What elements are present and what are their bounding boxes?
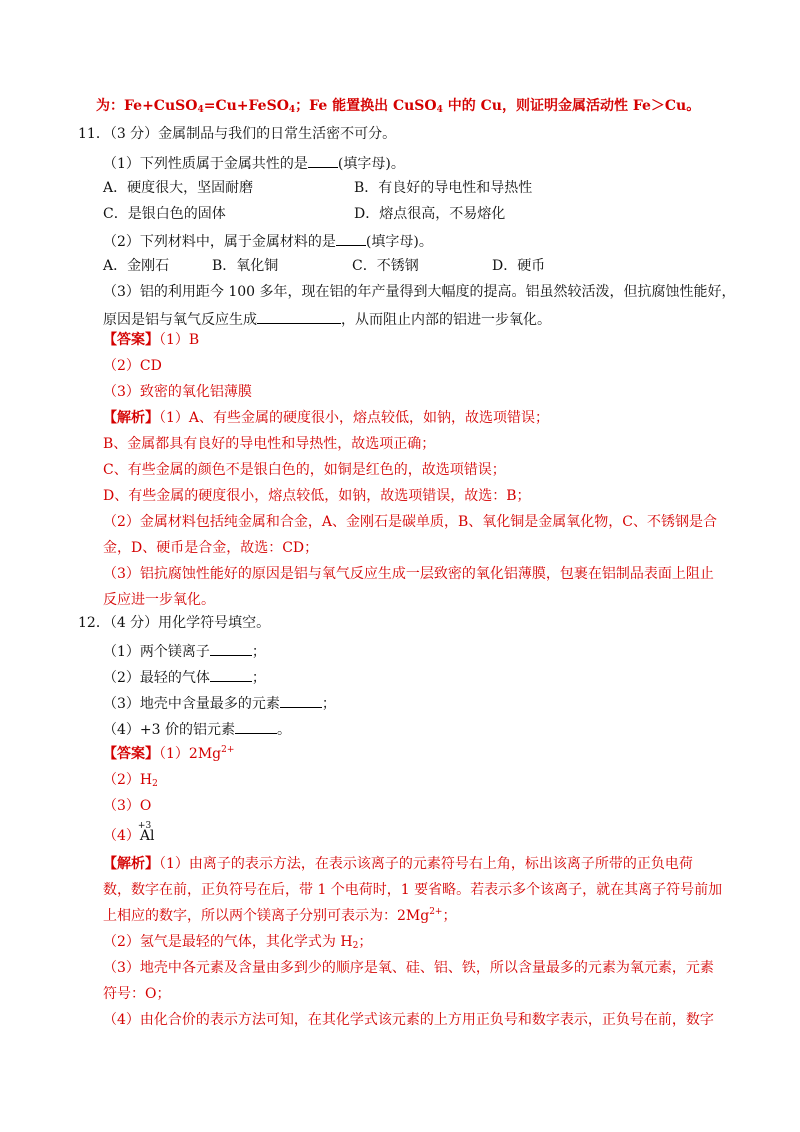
q12-analysis-6: 符号：O； (103, 986, 171, 1002)
q12-answer-4: （4） +3 Al (103, 821, 155, 844)
q11-analysis-1: 【解析】（1）A、有些金属的硬度很小，熔点较低，如钠，故选项错误； (103, 410, 550, 426)
q11-analysis-8: 反应进一步氧化。 (103, 592, 215, 608)
q11-answer-3: （3）致密的氧化铝薄膜 (103, 384, 252, 400)
q12-answer-3: （3）O (103, 798, 152, 814)
q11-option-a: A．硬度很大，坚固耐磨 (103, 180, 254, 196)
q11-material-b: B．氧化铜 (212, 258, 279, 274)
q11-material-d: D．硬币 (492, 258, 546, 274)
q12-part1: （1）两个镁离子 ； (103, 641, 266, 661)
q11-part3-line1: （3）铝的利用距今 100 多年，现在铝的年产量得到大幅度的提高。铝虽然较活泼，但抗腐蚀性能好， (103, 284, 736, 300)
q11-option-c: C．是银白色的固体 (103, 206, 226, 222)
q12-analysis-3: 上相应的数字，所以两个镁离子分别可表示为：$2Mg^{2+}$； (103, 907, 457, 924)
q12-analysis-4: （2）氢气是最轻的气体，其化学式为 $H_2$； (103, 934, 373, 951)
q12-answer-2: $(2)H_2$ (103, 772, 158, 789)
q11-analysis-2: B、金属都具有良好的导电性和导热性，故选项正确； (103, 436, 436, 452)
q11-part1: （1）下列性质属于金属共性的是 (填字母)。 (103, 153, 405, 173)
q12-analysis-2: 数，数字在前，正负符号在后，带 1 个电荷时，1 要省略。若表示多个该离子，就在其离子符号前加 (103, 882, 723, 898)
question-11-stem: 11．（3 分）金属制品与我们的日常生活密不可分。 (78, 126, 397, 142)
q12-analysis-5: （3）地壳中各元素及含量由多到少的顺序是氧、硅、铝、铁，所以含量最多的元素为氧元素，元素 (103, 960, 714, 976)
q12-analysis-7: （4）由化合价的表示方法可知，在其化学式该元素的上方用正负号和数字表示，正负号在前，数字 (103, 1012, 714, 1028)
q11-analysis-4: D、有些金属的硬度很小，熔点较低，如钠，故选项错误，故选：B； (103, 488, 531, 504)
q11-material-a: A．金刚石 (103, 258, 170, 274)
q11-part3-line2: 原因是铝与氧气反应生成 ，从而阻止内部的铝进一步氧化。 (103, 309, 551, 329)
q11-analysis-5: （2）金属材料包括纯金属和合金，A、金刚石是碳单质，B、氧化铜是金属氧化物，C、不锈钢是合 (103, 514, 718, 530)
question-12-stem: 12．（4 分）用化学符号填空。 (78, 615, 271, 631)
q11-option-d: D．熔点很高，不易熔化 (354, 206, 506, 222)
q12-analysis-1: 【解析】（1）由离子的表示方法，在表示该离子的元素符号右上角，标出该离子所带的正负电荷 (103, 856, 693, 872)
q11-answer-2: （2）CD (103, 358, 162, 374)
q12-part3: （3）地壳中含量最多的元素 ； (103, 693, 336, 713)
q12-answer-1: 【答案】$(1)2Mg^{2+}$ (103, 745, 235, 762)
q11-analysis-7: （3）铝抗腐蚀性能好的原因是铝与氧气反应生成一层致密的氧化铝薄膜，包裹在铝制品表面上阻止 (103, 566, 714, 582)
q12-part2: （2）最轻的气体 ； (103, 667, 266, 687)
q11-option-b: B．有良好的导电性和导热性 (354, 180, 533, 196)
q11-material-c: C．不锈钢 (352, 258, 419, 274)
q11-analysis-6: 金，D、硬币是合金，故选：CD； (103, 540, 319, 556)
q12-part4: （4）+3 价的铝元素 。 (103, 719, 291, 739)
previous-analysis-line: 为：Fe+CuSO$_4$=Cu+FeSO$_4$；Fe 能置换出 CuSO$_4$ 中的 Cu，则证明金属活动性 Fe＞Cu。 (96, 98, 701, 115)
q11-part2: （2）下列材料中，属于金属材料的是 (填字母)。 (103, 231, 433, 251)
q11-answer-1: 【答案】（1）B (103, 332, 200, 348)
q11-analysis-3: C、有些金属的颜色不是银白色的，如铜是红色的，故选项错误； (103, 462, 506, 478)
